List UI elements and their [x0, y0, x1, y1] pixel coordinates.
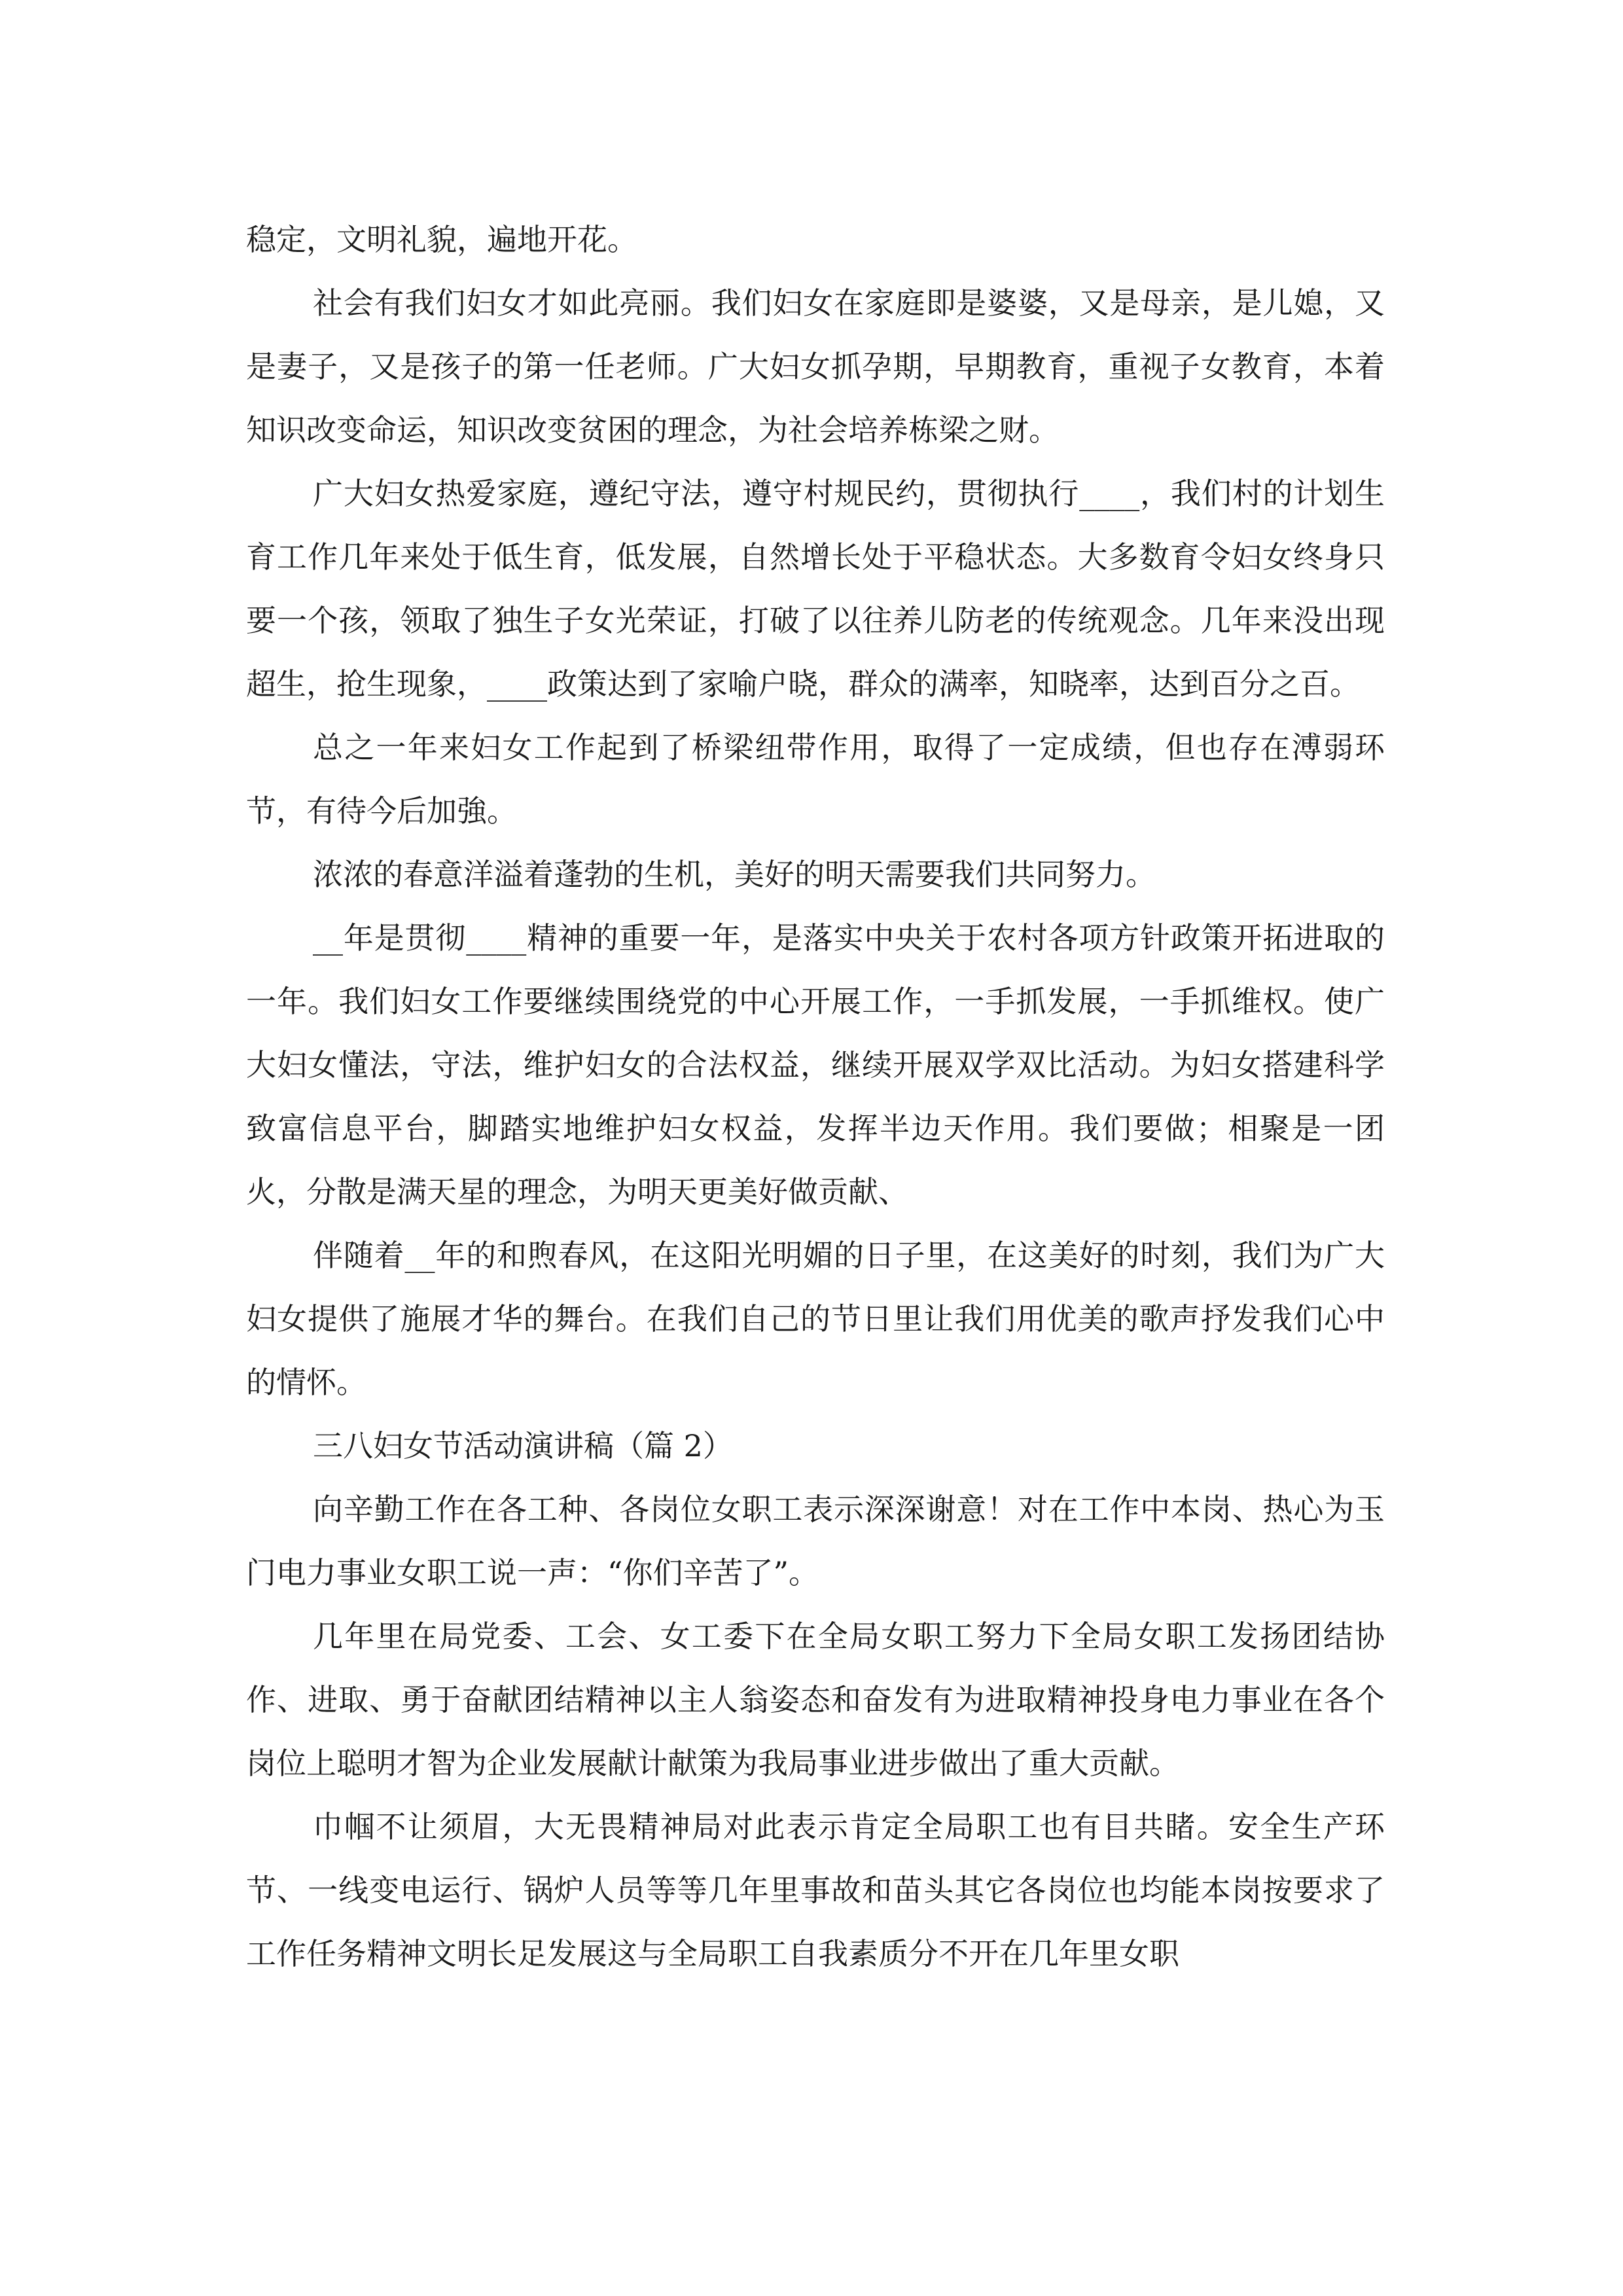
paragraph-1: 稳定，文明礼貌，遍地开花。	[246, 222, 637, 257]
section-heading: 三八妇女节活动演讲稿（篇 2）	[313, 1428, 733, 1463]
document-body	[246, 208, 1385, 1986]
paragraph-10: 几年里在局党委、工会、女工委下在全局女职工努力下全局女职工发扬团结协作、进取、勇于奋献团结精神以主人翁姿态和奋发有为进取精神投身电力事业在各个岗位上聪明才智为企业发展献计献策为我局事业进步做出了重大贡献。	[246, 1619, 1385, 1781]
paragraph-4: 总之一年来妇女工作起到了桥梁纽带作用，取得了一定成绩，但也存在溥弱环节，有待今后加強。	[246, 730, 1385, 829]
paragraph-5: 浓浓的春意洋溢着蓬勃的生机，美好的明天需要我们共同努力。	[313, 857, 1156, 892]
paragraph-9: 向辛勤工作在各工种、各岗位女职工表示深深谢意！对在工作中本岗、热心为玉门电力事业女职工说一声：“你们辛苦了”。	[246, 1492, 1385, 1590]
paragraph-11: 巾帼不让须眉，大无畏精神局对此表示肯定全局职工也有目共睹。安全生产环节、一线变电运行、锅炉人员等等几年里事故和苗头其它各岗位也均能本岗按要求了工作任务精神文明长足发展这与全局职工自我素质分不开在几年里女职	[246, 1809, 1385, 1971]
paragraph-3: 广大妇女热爱家庭，遵纪守法，遵守村规民约，贯彻执行____，我们村的计划生育工作几年来处于低生育，低发展，自然增长处于平稳状态。大多数育令妇女终身只要一个孩，领取了独生子女光荣证，打破了以往养儿防老的传统观念。几年来没出现超生，抢生现象，____政策达到了家喻户晓，群众的满率，知晓率，达到百分之百。	[246, 476, 1385, 702]
paragraph-7: 伴随着__年的和煦春风，在这阳光明媚的日子里，在这美好的时刻，我们为广大妇女提供了施展才华的舞台。在我们自己的节日里让我们用优美的歌声抒发我们心中的情怀。	[246, 1238, 1385, 1400]
paragraph-2: 社会有我们妇女才如此亮丽。我们妇女在家庭即是婆婆，又是母亲，是儿媳，又是妻子，又是孩子的第一任老师。广大妇女抓孕期，早期教育，重视子女教育，本着知识改变命运，知识改变贫困的理念，为社会培养栋梁之财。	[246, 285, 1385, 448]
paragraph-6: __年是贯彻____精神的重要一年，是落实中央关于农村各项方针政策开拓进取的一年。我们妇女工作要继续围绕党的中心开展工作，一手抓发展，一手抓维权。使广大妇女懂法，守法，维护妇女的合法权益，继续开展双学双比活动。为妇女搭建科学致富信息平台，脚踏实地维护妇女权益，发挥半边天作用。我们要做；相聚是一团火，分散是满天星的理念，为明天更美好做贡献、	[246, 920, 1385, 1210]
